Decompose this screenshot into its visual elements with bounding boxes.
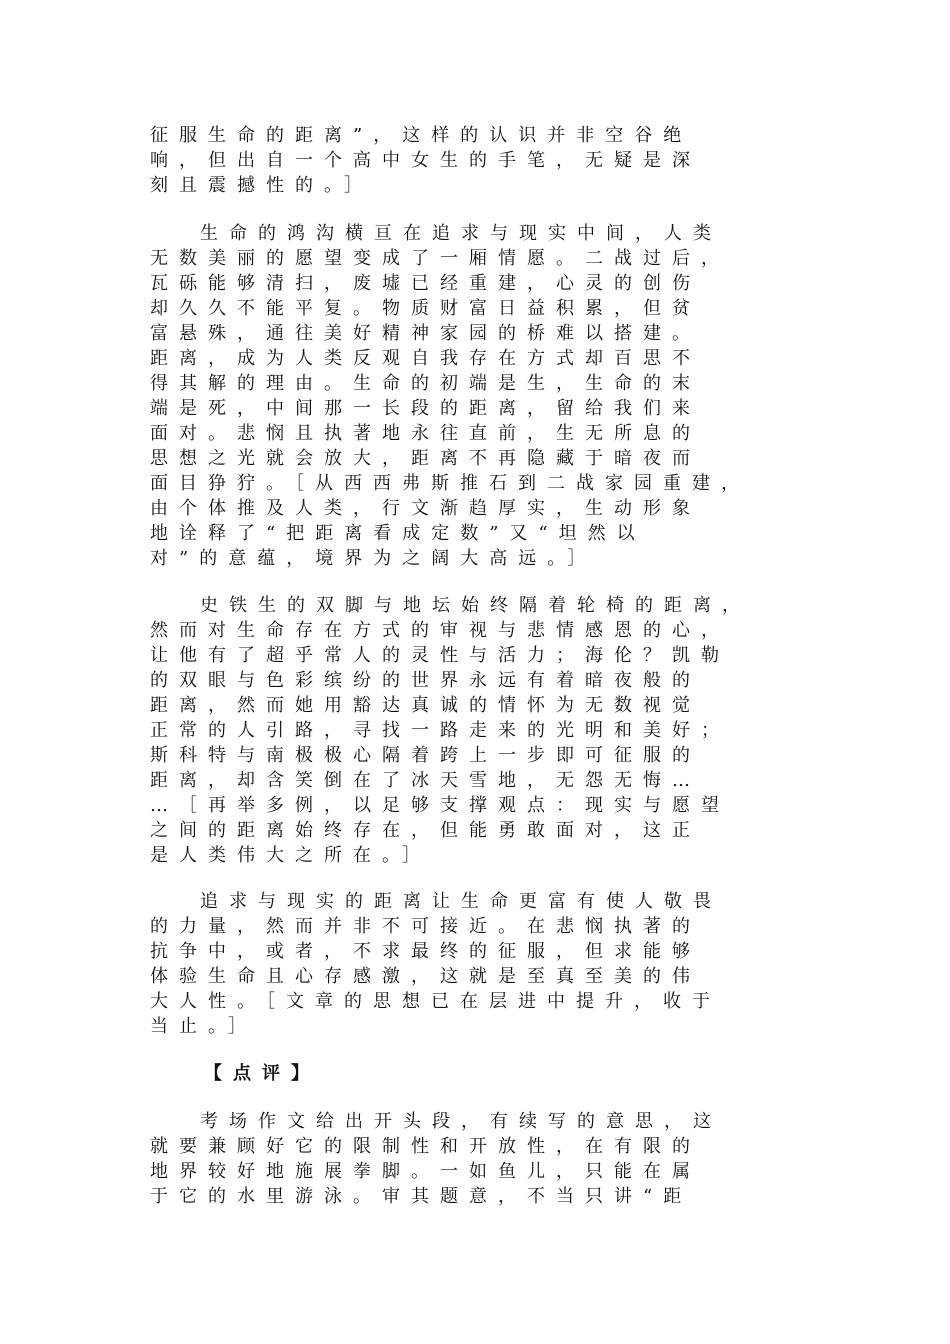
text-line: 史铁生的双脚与地坛始终隔着轮椅的距离， [200,595,751,616]
text-line: 大人性。［文章的思想已在层进中提升，收于 [150,991,721,1012]
text-line: 地界较好地施展拳脚。一如鱼儿，只能在属 [150,1161,701,1182]
text-line: 于它的水里游泳。审其题意，不当只讲“距 [150,1186,693,1207]
text-line: 对”的意蕴，境界为之阔大高远。］ [150,548,597,569]
text-line: 地诠释了“把距离看成定数”又“坦然以 [150,523,646,544]
text-line: 富悬殊，通往美好精神家园的桥难以搭建。 [150,323,701,344]
text-line: 是人类伟大之所在。］ [150,845,431,866]
text-line: 斯科特与南极极心隔着跨上一步即可征服的 [150,745,701,766]
text-line: 然而对生命存在方式的审视与悲情感恩的心， [150,620,730,641]
section-heading: 【点评】 [204,1063,320,1084]
text-line: 却久久不能平复。物质财富日益积累，但贫 [150,298,701,319]
text-line: 思想之光就会放大，距离不再隐藏于暗夜而 [150,448,701,469]
text-line: 生命的鸿沟横亘在追求与现实中间，人类 [200,223,722,244]
text-line: 征服生命的距离”，这样的认识并非空谷绝 [150,125,693,146]
text-line: 当止。］ [150,1016,257,1037]
text-line: 端是死，中间那一长段的距离，留给我们来 [150,398,701,419]
text-line: 距离，却含笑倒在了冰天雪地，无怨无悔… [150,770,701,791]
text-line: 的力量，然而并非不可接近。在悲悯执著的 [150,916,701,937]
text-line: 就要兼顾好它的限制性和开放性，在有限的 [150,1136,701,1157]
text-line: 响，但出自一个高中女生的手笔，无疑是深 [150,150,701,171]
text-line: 正常的人引路，寻找一路走来的光明和美好； [150,720,730,741]
text-line: 由个体推及人类，行文渐趋厚实，生动形象 [150,498,701,519]
text-line: 面目狰狞。［从西西弗斯推石到二战家园重建， [150,473,750,494]
text-line: 瓦砾能够清扫，废墟已经重建，心灵的创伤 [150,273,701,294]
text-line: 抗争中，或者，不求最终的征服，但求能够 [150,941,701,962]
text-line: 让他有了超乎常人的灵性与活力；海伦？凯勒 [150,645,730,666]
text-line: 刻且震撼性的。］ [150,175,373,196]
text-line: 距离，然而她用豁达真诚的情怀为无数视觉 [150,695,701,716]
text-line: 的双眼与色彩缤纷的世界永远有着暗夜般的 [150,670,701,691]
text-line: 体验生命且心存感激，这就是至真至美的伟 [150,966,701,987]
text-line: 无数美丽的愿望变成了一厢情愿。二战过后， [150,248,730,269]
text-line: 之间的距离始终存在，但能勇敢面对，这正 [150,820,701,841]
text-line: 距离，成为人类反观自我存在方式却百思不 [150,348,701,369]
text-line: 得其解的理由。生命的初端是生，生命的末 [150,373,701,394]
text-line: 追求与现实的距离让生命更富有使人敬畏 [200,891,722,912]
text-line: 考场作文给出开头段，有续写的意思，这 [200,1111,722,1132]
text-line: …［再举多例，以足够支撑观点：现实与愿望 [150,795,730,816]
text-line: 面对。悲悯且执著地永往直前，生无所息的 [150,423,701,444]
